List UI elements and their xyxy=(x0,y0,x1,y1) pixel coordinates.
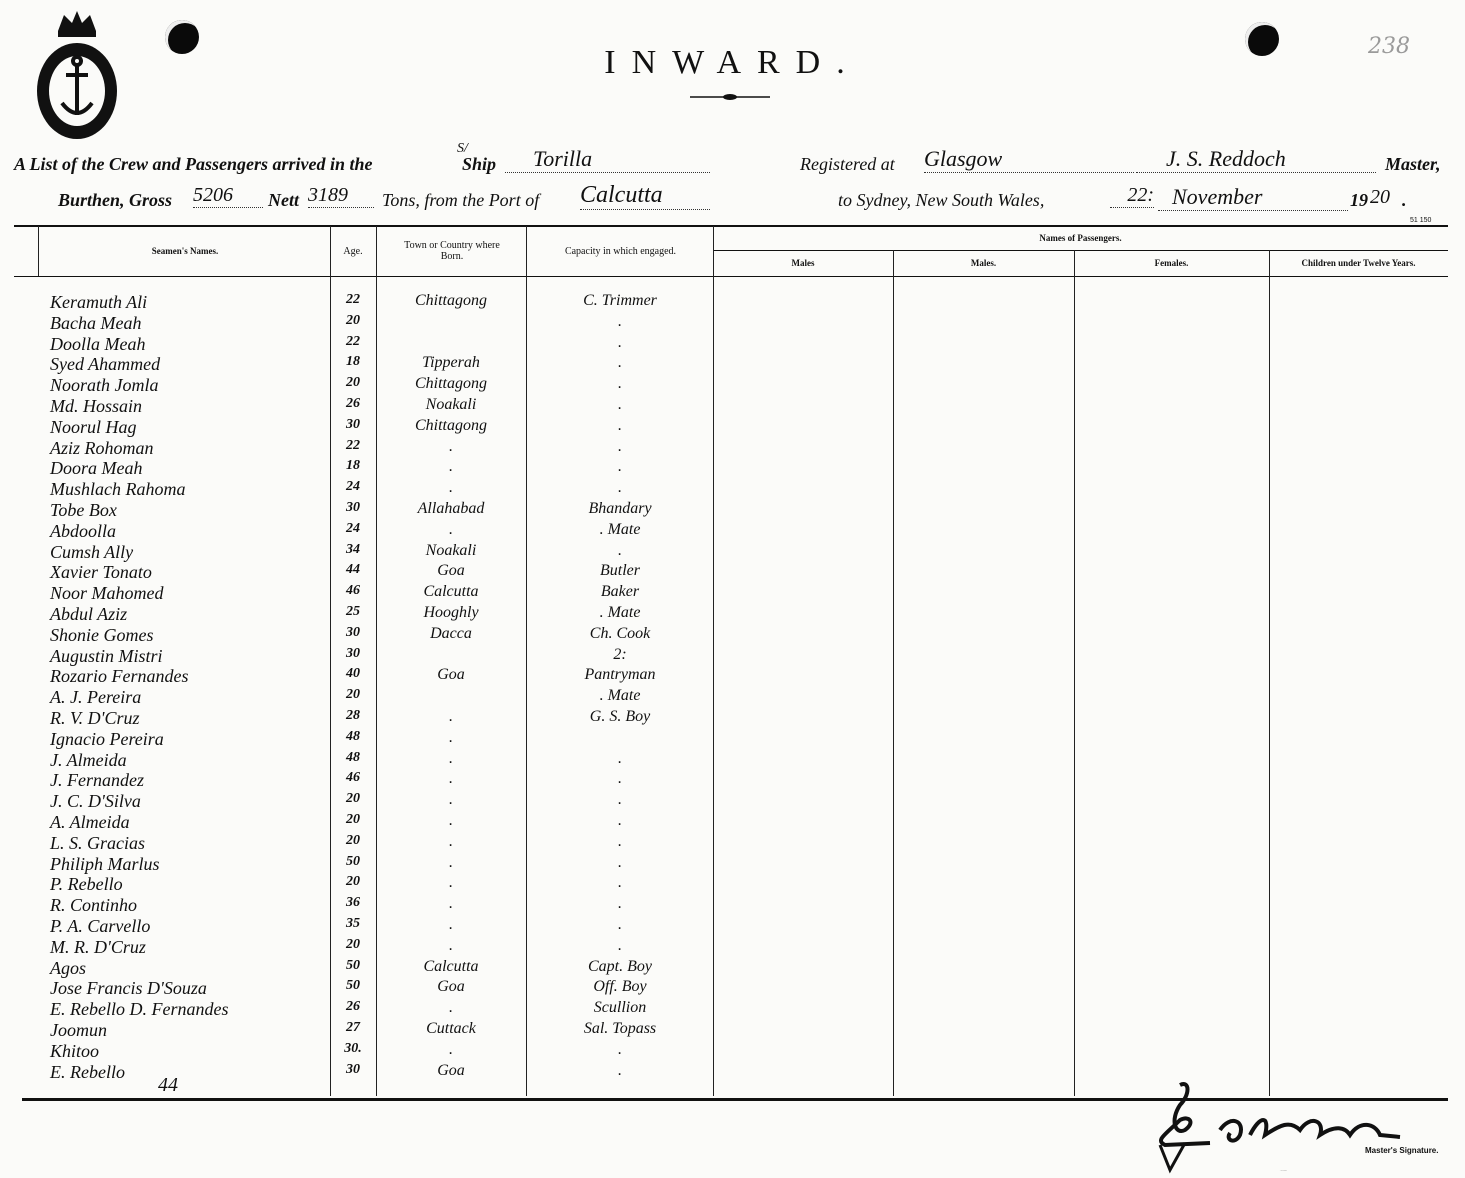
seaman-birthplace: . xyxy=(449,708,453,725)
seaman-age: 18 xyxy=(346,354,360,370)
seaman-name: Khitoo xyxy=(50,1040,100,1061)
seaman-birthplace: . xyxy=(449,458,453,476)
seaman-birthplace: Goa xyxy=(437,978,465,996)
seaman-birthplace: Noakali xyxy=(425,541,477,559)
seaman-name: Shonie Gomes xyxy=(50,624,154,645)
seaman-capacity: . xyxy=(618,1040,622,1058)
seaman-birthplace: Hooghly xyxy=(423,604,479,621)
seaman-birthplace: Allahabad xyxy=(417,500,485,517)
seaman-capacity: . xyxy=(618,396,622,413)
seaman-birthplace: Tipperah xyxy=(422,354,480,372)
master-label: Master, xyxy=(1385,154,1441,174)
gross-tonnage: 5206 xyxy=(193,184,263,208)
seaman-name: Abdoolla xyxy=(50,520,116,541)
seaman-age: 20 xyxy=(346,812,360,827)
col-head-males-2: Males. xyxy=(970,258,997,268)
col-head-names: Seamen's Names. xyxy=(151,246,219,256)
crew-row xyxy=(0,978,1465,998)
col-head-females: Females. xyxy=(1154,258,1189,268)
seaman-age: 50 xyxy=(346,978,360,994)
crew-row xyxy=(0,583,1465,603)
seaman-age: 24 xyxy=(346,520,360,536)
seaman-age: 20 xyxy=(346,874,360,890)
seaman-age: 50 xyxy=(346,853,360,869)
seaman-capacity: . xyxy=(618,853,622,871)
header-bottom-rule xyxy=(14,276,1448,277)
title-ornament xyxy=(690,92,770,102)
year-period: . xyxy=(1402,190,1407,210)
seaman-capacity: . xyxy=(618,541,622,559)
seaman-birthplace: . xyxy=(449,437,453,455)
seaman-birthplace: Noakali xyxy=(425,396,477,413)
seaman-capacity: Butler xyxy=(600,562,640,580)
seaman-capacity: . xyxy=(618,916,622,933)
seaman-capacity: C. Trimmer xyxy=(583,292,657,309)
seaman-age: 30 xyxy=(346,1061,360,1077)
burthen-label: Burthen, Gross xyxy=(58,190,173,210)
seaman-capacity: Ch. Cook xyxy=(589,624,651,642)
crew-row xyxy=(0,396,1465,416)
seaman-age: 35 xyxy=(346,916,360,931)
col-divider-1 xyxy=(38,226,39,276)
arrival-month: November xyxy=(1158,184,1348,211)
seaman-age: 28 xyxy=(346,708,360,723)
nett-label: Nett xyxy=(268,190,299,210)
seaman-capacity: Bhandary xyxy=(588,500,652,517)
seaman-age: 22 xyxy=(346,292,360,307)
seaman-birthplace: . xyxy=(449,916,453,933)
seaman-name: Bacha Meah xyxy=(50,312,142,333)
seaman-age: 44 xyxy=(346,562,360,578)
crew-row xyxy=(0,854,1465,874)
seaman-name: Augustin Mistri xyxy=(50,645,163,666)
nett-tonnage: 3189 xyxy=(308,184,374,208)
seaman-birthplace: . xyxy=(449,936,453,954)
seaman-birthplace: Dacca xyxy=(430,624,472,642)
seaman-capacity: . xyxy=(618,458,622,476)
seaman-birthplace: Calcutta xyxy=(423,583,479,601)
seaman-capacity: Capt. Boy xyxy=(588,957,652,975)
page-number: 238 xyxy=(1368,34,1410,59)
seaman-capacity: . xyxy=(618,770,622,788)
seaman-age: 30 xyxy=(346,624,360,640)
seaman-age: 36 xyxy=(346,895,360,911)
seaman-age: 26 xyxy=(346,999,360,1015)
seaman-name: Rozario Fernandes xyxy=(50,666,189,687)
seaman-capacity: . xyxy=(618,354,622,372)
seaman-birthplace: . xyxy=(449,749,453,767)
crew-row xyxy=(0,417,1465,437)
form-number: 51 150 xyxy=(1410,217,1432,224)
seaman-name: Xavier Tonato xyxy=(50,562,152,583)
crew-row xyxy=(0,479,1465,499)
seaman-birthplace: . xyxy=(449,791,453,809)
col-head-males-1: Males xyxy=(791,258,815,268)
passengers-subhead-rule xyxy=(713,250,1448,251)
seaman-capacity: . Mate xyxy=(599,520,641,538)
seaman-age: 46 xyxy=(346,770,360,786)
seaman-age: 25 xyxy=(346,604,360,619)
crew-count: 44 xyxy=(158,1074,178,1096)
seaman-capacity: . xyxy=(618,437,622,455)
seaman-age: 46 xyxy=(346,583,360,599)
seaman-name: Doora Meah xyxy=(50,458,143,479)
seaman-age: 20 xyxy=(346,375,360,391)
seaman-birthplace: . xyxy=(449,770,453,788)
seaman-birthplace: . xyxy=(449,520,453,538)
col-head-capacity: Capacity in which engaged. xyxy=(564,246,677,257)
seaman-name: E. Rebello xyxy=(50,1061,125,1082)
seaman-age: 34 xyxy=(346,541,360,557)
crew-row xyxy=(0,334,1465,354)
seaman-name: Cumsh Ally xyxy=(50,541,134,562)
seaman-birthplace: Chittagong xyxy=(414,416,487,434)
seaman-name: Noorath Jomla xyxy=(50,375,159,396)
crew-row xyxy=(0,604,1465,624)
seaman-capacity: . xyxy=(618,874,622,892)
seaman-birthplace: Goa xyxy=(437,1061,465,1079)
seaman-birthplace: . xyxy=(449,728,453,746)
crew-row xyxy=(0,708,1465,728)
seaman-age: 20 xyxy=(346,312,360,328)
table-top-rule xyxy=(14,225,1448,227)
seaman-name: Syed Ahammed xyxy=(50,354,161,375)
crew-row xyxy=(0,313,1465,333)
seaman-age: 18 xyxy=(346,458,360,474)
seaman-name: Md. Hossain xyxy=(50,396,143,416)
crew-row xyxy=(0,521,1465,541)
seaman-age: 27 xyxy=(346,1020,360,1035)
seaman-age: 30 xyxy=(346,500,360,515)
crew-row xyxy=(0,354,1465,374)
seaman-name: R. V. D'Cruz xyxy=(50,708,140,728)
crew-row xyxy=(0,458,1465,478)
ship-name: Torilla xyxy=(505,146,710,173)
seaman-capacity: . xyxy=(618,1061,622,1079)
seaman-name: Noor Mahomed xyxy=(50,583,164,604)
seaman-capacity: . xyxy=(618,812,622,829)
crew-row xyxy=(0,500,1465,520)
to-sydney-label: to Sydney, New South Wales, xyxy=(838,190,1045,210)
master-signature xyxy=(1150,1075,1410,1175)
seaman-age: 20 xyxy=(346,936,360,952)
seaman-capacity: . xyxy=(618,312,622,330)
seaman-birthplace: Calcutta xyxy=(423,957,479,975)
seaman-capacity: . xyxy=(618,895,622,913)
seaman-age: 40 xyxy=(346,666,360,682)
seaman-name: P. Rebello xyxy=(50,874,123,895)
registered-port: Glasgow xyxy=(924,146,1134,173)
crew-row xyxy=(0,1020,1465,1040)
col-head-age: Age. xyxy=(343,246,363,257)
seaman-capacity: . xyxy=(618,791,622,809)
seaman-capacity: . xyxy=(618,375,622,393)
crew-row xyxy=(0,292,1465,312)
seaman-birthplace: Goa xyxy=(437,666,465,684)
year-written: 20 xyxy=(1370,186,1390,208)
seaman-name: Philiph Marlus xyxy=(50,853,160,874)
col-head-town: Town or Country where Born. xyxy=(404,240,500,262)
seaman-name: M. R. D'Cruz xyxy=(50,936,146,957)
crew-row xyxy=(0,770,1465,790)
seaman-name: A. J. Pereira xyxy=(50,687,142,708)
header-line1-text: A List of the Crew and Passengers arrived in the xyxy=(14,154,373,174)
crew-row xyxy=(0,895,1465,915)
seaman-name: Abdul Aziz xyxy=(50,604,128,624)
seaman-age: 22 xyxy=(346,437,360,453)
seaman-age: 20 xyxy=(346,687,360,703)
seaman-name: Aziz Rohoman xyxy=(50,437,154,458)
seaman-name: A. Almeida xyxy=(50,812,130,832)
crew-row xyxy=(0,937,1465,957)
seaman-name: Ignacio Pereira xyxy=(50,728,164,749)
seaman-birthplace: Cuttack xyxy=(426,1020,476,1037)
crew-row xyxy=(0,646,1465,666)
seaman-name: R. Continho xyxy=(50,895,138,916)
seaman-capacity: Pantryman xyxy=(584,666,656,684)
seaman-capacity: . Mate xyxy=(599,687,641,705)
seaman-capacity: . xyxy=(618,333,622,351)
seaman-name: Tobe Box xyxy=(50,500,117,520)
seaman-birthplace: Chittagong xyxy=(414,292,487,309)
seaman-capacity: . Mate xyxy=(599,604,641,621)
seaman-capacity: Scullion xyxy=(593,999,647,1017)
seaman-name: Jose Francis D'Souza xyxy=(50,978,207,999)
seaman-name: E. Rebello D. Fernandes xyxy=(50,999,229,1020)
seaman-birthplace: . xyxy=(449,895,453,913)
seaman-birthplace: . xyxy=(449,832,453,850)
registered-label: Registered at xyxy=(800,154,895,174)
seaman-age: 22 xyxy=(346,333,360,349)
seaman-capacity: G. S. Boy xyxy=(589,708,651,725)
crew-row xyxy=(0,1041,1465,1061)
seaman-capacity: . xyxy=(618,479,622,497)
seaman-age: 20 xyxy=(346,832,360,848)
seaman-age: 48 xyxy=(346,749,360,765)
seaman-name: Agos xyxy=(50,957,86,978)
crew-row xyxy=(0,999,1465,1019)
crew-row xyxy=(0,916,1465,936)
seaman-age: 30 xyxy=(346,645,360,661)
crew-row xyxy=(0,542,1465,562)
seaman-birthplace: . xyxy=(449,999,453,1017)
from-port: Calcutta xyxy=(580,182,710,210)
seaman-birthplace: . xyxy=(449,1040,453,1058)
master-name: J. S. Reddoch xyxy=(1136,146,1376,173)
crew-row xyxy=(0,625,1465,645)
col-head-children: Children under Twelve Years. xyxy=(1301,258,1416,268)
seaman-name: L. S. Gracias xyxy=(50,832,146,853)
seaman-capacity: Sal. Topass xyxy=(583,1020,657,1037)
seaman-age: 24 xyxy=(346,479,360,495)
seaman-capacity: . xyxy=(618,832,622,850)
seaman-capacity: Off. Boy xyxy=(593,978,647,996)
seaman-name: Keramuth Ali xyxy=(50,292,148,312)
crew-row xyxy=(0,729,1465,749)
seaman-name: J. Fernandez xyxy=(50,770,144,791)
crew-row xyxy=(0,438,1465,458)
seaman-name: Mushlach Rahoma xyxy=(50,479,186,500)
seaman-capacity: . xyxy=(618,416,622,434)
crew-row xyxy=(0,562,1465,582)
seaman-name: Joomun xyxy=(50,1020,107,1040)
seaman-name: Noorul Hag xyxy=(50,416,137,437)
crew-row xyxy=(0,874,1465,894)
crew-row xyxy=(0,791,1465,811)
seaman-capacity: . xyxy=(618,936,622,954)
seaman-age: 20 xyxy=(346,791,360,807)
seaman-birthplace: Chittagong xyxy=(414,375,487,393)
seaman-age: 48 xyxy=(346,728,360,744)
seaman-birthplace: . xyxy=(449,853,453,871)
signature-label: Master's Signature. xyxy=(1365,1146,1439,1155)
crew-row xyxy=(0,958,1465,978)
crew-row xyxy=(0,375,1465,395)
seaman-age: 30. xyxy=(344,1040,362,1056)
signature-text: J. S. Reddoch xyxy=(1280,1171,1287,1172)
seaman-age: 50 xyxy=(346,957,360,973)
crew-row xyxy=(0,812,1465,832)
seaman-capacity: . xyxy=(618,749,622,767)
seaman-age: 26 xyxy=(346,396,360,411)
seaman-name: J. Almeida xyxy=(50,749,127,770)
seaman-birthplace: . xyxy=(449,812,453,829)
seaman-capacity: 2: xyxy=(613,645,627,663)
col-head-passengers: Names of Passengers. xyxy=(1039,233,1122,243)
seaman-capacity: Baker xyxy=(600,583,640,601)
form-title: INWARD. xyxy=(604,44,861,81)
ship-word: Ship xyxy=(462,154,497,174)
year-printed: 19 xyxy=(1350,190,1368,210)
seaman-name: J. C. D'Silva xyxy=(50,791,141,812)
seaman-birthplace: Goa xyxy=(437,562,465,580)
tons-from-label: Tons, from the Port of xyxy=(382,190,540,210)
seaman-name: P. A. Carvello xyxy=(50,916,151,936)
seaman-birthplace: . xyxy=(449,874,453,892)
crew-row xyxy=(0,750,1465,770)
crew-row xyxy=(0,833,1465,853)
crew-row xyxy=(0,666,1465,686)
crew-row xyxy=(0,687,1465,707)
seaman-age: 30 xyxy=(346,416,360,432)
arrival-day: 22: xyxy=(1110,184,1154,208)
seaman-birthplace: . xyxy=(449,479,453,497)
ship-prefix: S/ xyxy=(457,141,468,156)
seaman-name: Doolla Meah xyxy=(50,333,146,354)
